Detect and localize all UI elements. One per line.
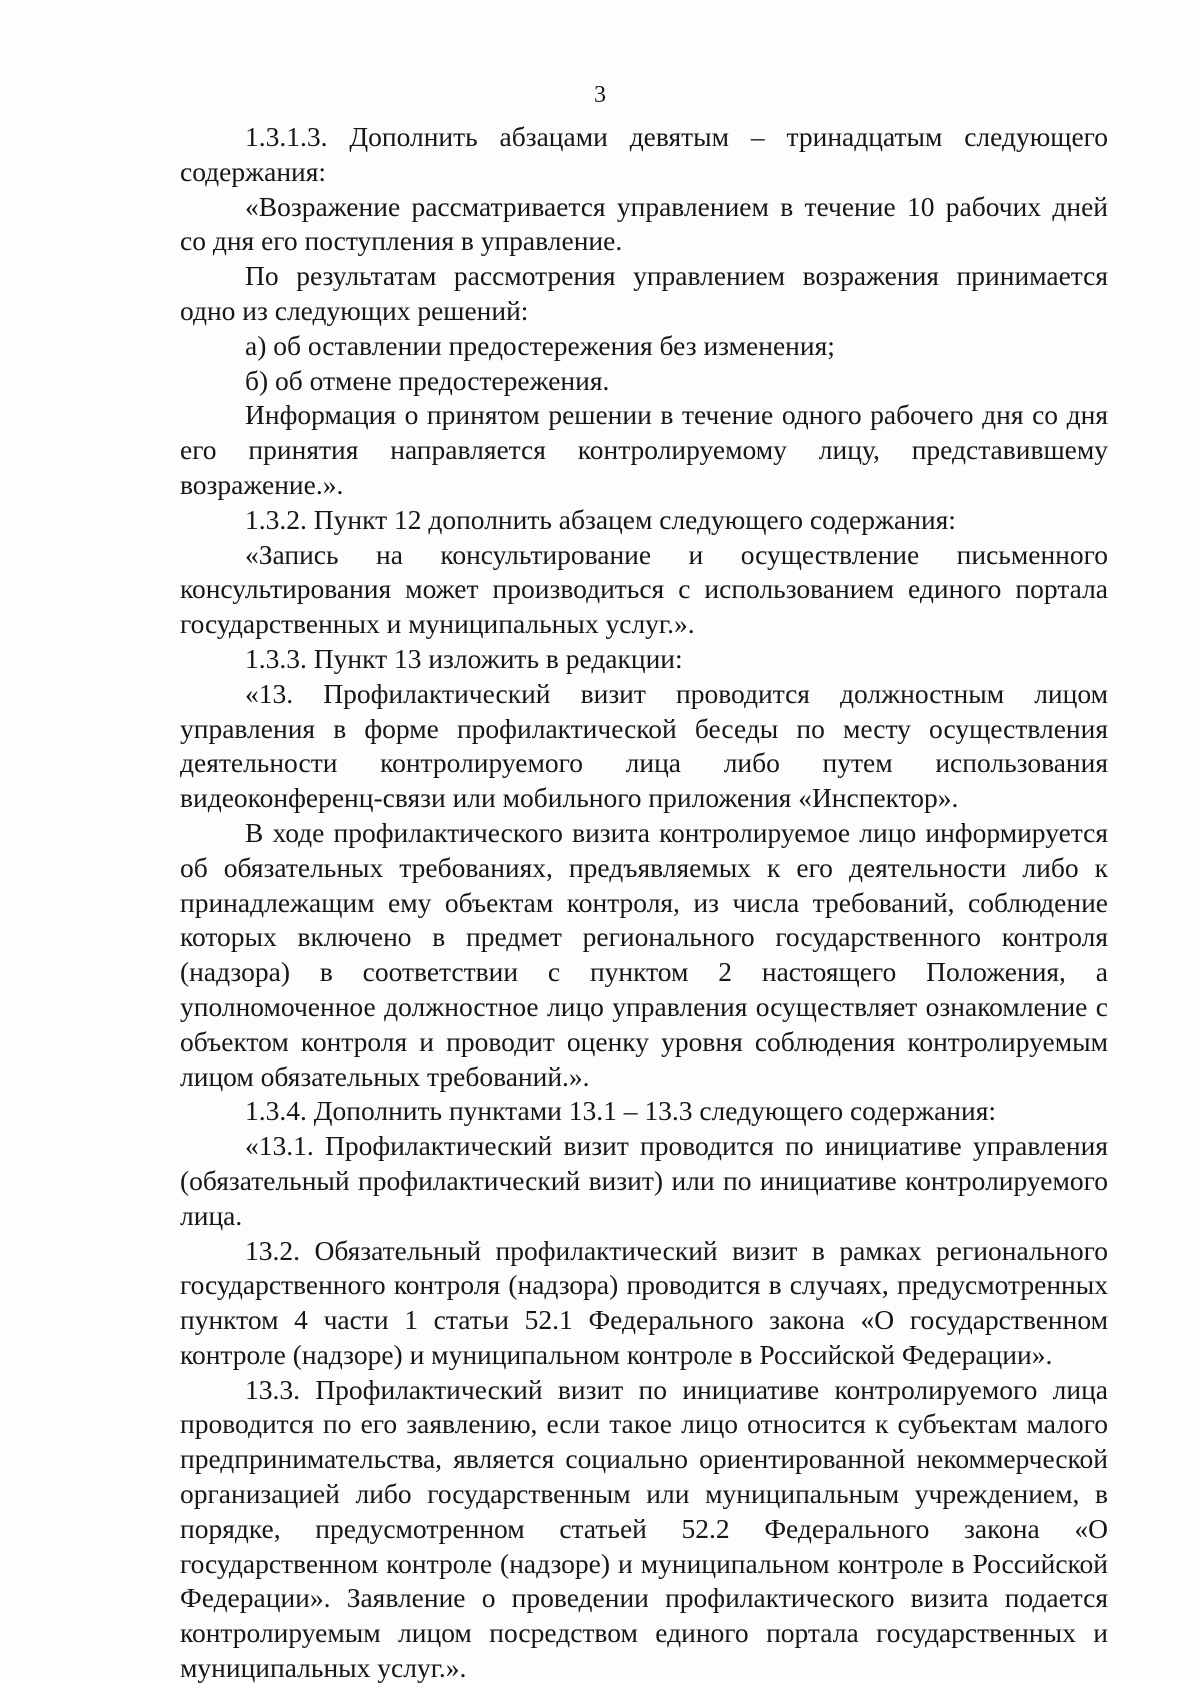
paragraph-option-b: б) об отмене предостережения.	[245, 364, 610, 396]
paragraph-consultation-record: «Запись на консультирование и осуществление письменного консультирования может производиться с использованием единого портала государственных и муниципальных услуг.».	[180, 538, 1108, 640]
paragraph-item-13-1: «13.1. Профилактический визит проводится по инициативе управления (обязательный профилактический визит) или по инициативе контролируемого лица.	[180, 1130, 1108, 1231]
page-number: 3	[594, 82, 606, 108]
paragraph-option-a: а) об оставлении предостережения без изменения;	[245, 329, 835, 361]
paragraph-decision-info: Информация о принятом решении в течение одного рабочего дня со дня его принятия направляется контролируемому лицу, представившему возражение.».	[180, 399, 1108, 500]
paragraph-review-results: По результатам рассмотрения управлением возражения принимается одно из следующих решений:	[180, 260, 1108, 326]
document-body	[180, 120, 1108, 1686]
paragraph-visit-content: В ходе профилактического визита контролируемое лицо информируется об обязательных требованиях, предъявляемых к его деятельности либо к принадлежащим ему объектам контроля, из числа требований, соблюдение которых включено в предмет регионального государственного контроля (надзора) в соответствии с пунктом 2 настоящего Положения, а уполномоченное должностное лицо управления осуществляет ознакомление с объектом контроля и проводит оценку уровня соблюдения контролируемым лицом обязательных требований.».	[180, 816, 1108, 1092]
paragraph-item-13: «13. Профилактический визит проводится должностным лицом управления в форме профилактической беседы по месту осуществления деятельности контролируемого лица либо путем использования видеоконференц-связи или мобильного приложения «Инспектор».	[180, 677, 1108, 814]
paragraph-item-13-2: 13.2. Обязательный профилактический визит в рамках регионального государственного контроля (надзора) проводится в случаях, предусмотренных пунктом 4 части 1 статьи 52.1 Федерального закона «О государственном контроле (надзоре) и муниципальном контроле в Российской Федерации».	[180, 1234, 1108, 1370]
paragraph-objection-review: «Возражение рассматривается управлением в течение 10 рабочих дней со дня его поступления в управление.	[180, 190, 1108, 257]
paragraph-1-3-3: 1.3.3. Пункт 13 изложить в редакции:	[245, 642, 683, 674]
paragraph-1-3-4: 1.3.4. Дополнить пунктами 13.1 – 13.3 следующего содержания:	[245, 1095, 997, 1127]
paragraph-1-3-1-3: 1.3.1.3. Дополнить абзацами девятым – тринадцатым следующего содержания:	[180, 121, 1108, 187]
paragraph-item-13-3: 13.3. Профилактический визит по инициативе контролируемого лица проводится по его заявлению, если такое лицо относится к субъектам малого предпринимательства, является социально ориентированной некоммерческой организацией либо государственным или муниципальным учреждением, в порядке, предусмотренном статьей 52.2 Федерального закона «О государственном контроле (надзоре) и муниципальном контроле в Российской Федерации». Заявление о проведении профилактического визита подается контролируемым лицом посредством единого портала государственных и муниципальных услуг.».	[180, 1373, 1108, 1684]
paragraph-1-3-2: 1.3.2. Пункт 12 дополнить абзацем следующего содержания:	[245, 503, 956, 535]
